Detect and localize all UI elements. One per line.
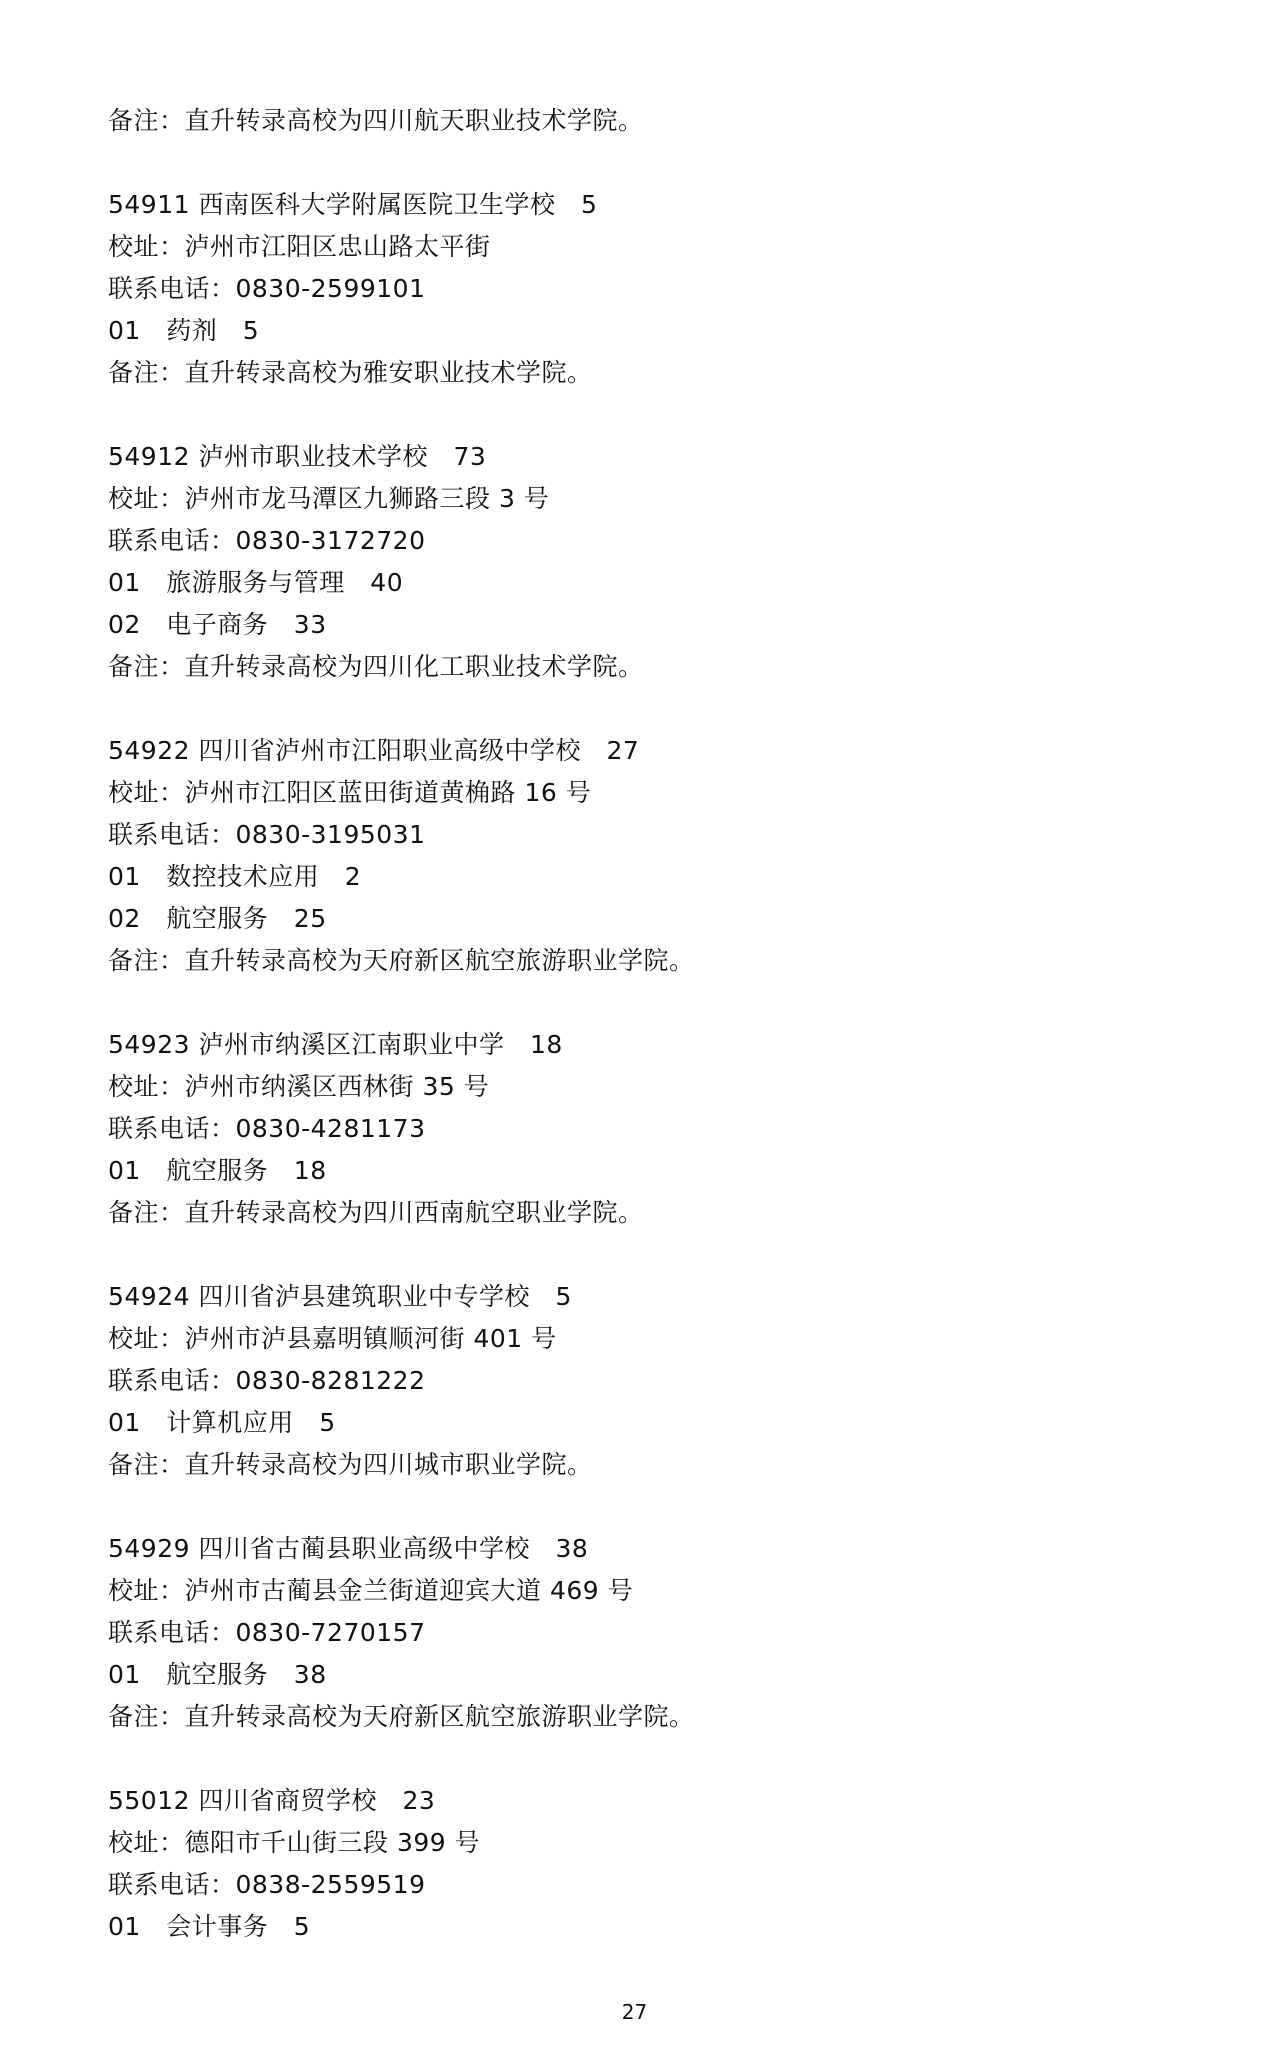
school-note: 备注：直升转录高校为四川城市职业学院。	[108, 1450, 593, 1479]
spacer	[108, 688, 1208, 730]
major-item: 02 航空服务 25	[108, 904, 327, 933]
major-item: 01 计算机应用 5	[108, 1408, 336, 1437]
school-heading: 54912 泸州市职业技术学校 73	[108, 442, 487, 471]
school-phone: 联系电话：0838-2559519	[108, 1870, 426, 1899]
school-heading: 54929 四川省古蔺县职业高级中学校 38	[108, 1534, 589, 1563]
document-body	[108, 100, 1208, 1948]
school-entry	[108, 1276, 1208, 1486]
spacer	[108, 1234, 1208, 1276]
school-note: 备注：直升转录高校为雅安职业技术学院。	[108, 358, 593, 387]
header-note: 备注：直升转录高校为四川航天职业技术学院。	[108, 106, 644, 135]
school-note: 备注：直升转录高校为天府新区航空旅游职业学院。	[108, 946, 695, 975]
school-heading: 54923 泸州市纳溪区江南职业中学 18	[108, 1030, 563, 1059]
school-address: 校址：泸州市古蔺县金兰街道迎宾大道 469 号	[108, 1576, 634, 1605]
school-phone: 联系电话：0830-4281173	[108, 1114, 426, 1143]
school-entry	[108, 1528, 1208, 1738]
major-item: 02 电子商务 33	[108, 610, 327, 639]
school-phone: 联系电话：0830-3172720	[108, 526, 426, 555]
school-list	[108, 184, 1208, 1948]
school-entry	[108, 436, 1208, 688]
school-entry	[108, 184, 1208, 394]
school-heading: 55012 四川省商贸学校 23	[108, 1786, 436, 1815]
school-note: 备注：直升转录高校为四川西南航空职业学院。	[108, 1198, 644, 1227]
spacer	[108, 394, 1208, 436]
school-address: 校址：泸州市泸县嘉明镇顺河街 401 号	[108, 1324, 557, 1353]
school-phone: 联系电话：0830-3195031	[108, 820, 426, 849]
major-item: 01 数控技术应用 2	[108, 862, 362, 891]
school-entry	[108, 1024, 1208, 1234]
spacer	[108, 982, 1208, 1024]
school-address: 校址：泸州市纳溪区西林街 35 号	[108, 1072, 490, 1101]
school-phone: 联系电话：0830-2599101	[108, 274, 426, 303]
school-address: 校址：泸州市江阳区蓝田街道黄桷路 16 号	[108, 778, 592, 807]
school-phone: 联系电话：0830-7270157	[108, 1618, 426, 1647]
spacer	[108, 1486, 1208, 1528]
major-item: 01 药剂 5	[108, 316, 260, 345]
school-entry	[108, 730, 1208, 982]
school-heading: 54924 四川省泸县建筑职业中专学校 5	[108, 1282, 572, 1311]
school-heading: 54922 四川省泸州市江阳职业高级中学校 27	[108, 736, 640, 765]
school-heading: 54911 西南医科大学附属医院卫生学校 5	[108, 190, 598, 219]
major-item: 01 会计事务 5	[108, 1912, 311, 1941]
major-item: 01 航空服务 18	[108, 1156, 327, 1185]
school-entry	[108, 1780, 1208, 1948]
school-address: 校址：德阳市千山街三段 399 号	[108, 1828, 481, 1857]
school-note: 备注：直升转录高校为四川化工职业技术学院。	[108, 652, 644, 681]
school-address: 校址：泸州市江阳区忠山路太平街	[108, 232, 491, 261]
spacer	[108, 142, 1208, 184]
school-address: 校址：泸州市龙马潭区九狮路三段 3 号	[108, 484, 550, 513]
spacer	[108, 1738, 1208, 1780]
school-note: 备注：直升转录高校为天府新区航空旅游职业学院。	[108, 1702, 695, 1731]
page-number: 27	[621, 2000, 648, 2024]
major-item: 01 旅游服务与管理 40	[108, 568, 404, 597]
school-phone: 联系电话：0830-8281222	[108, 1366, 426, 1395]
major-item: 01 航空服务 38	[108, 1660, 327, 1689]
